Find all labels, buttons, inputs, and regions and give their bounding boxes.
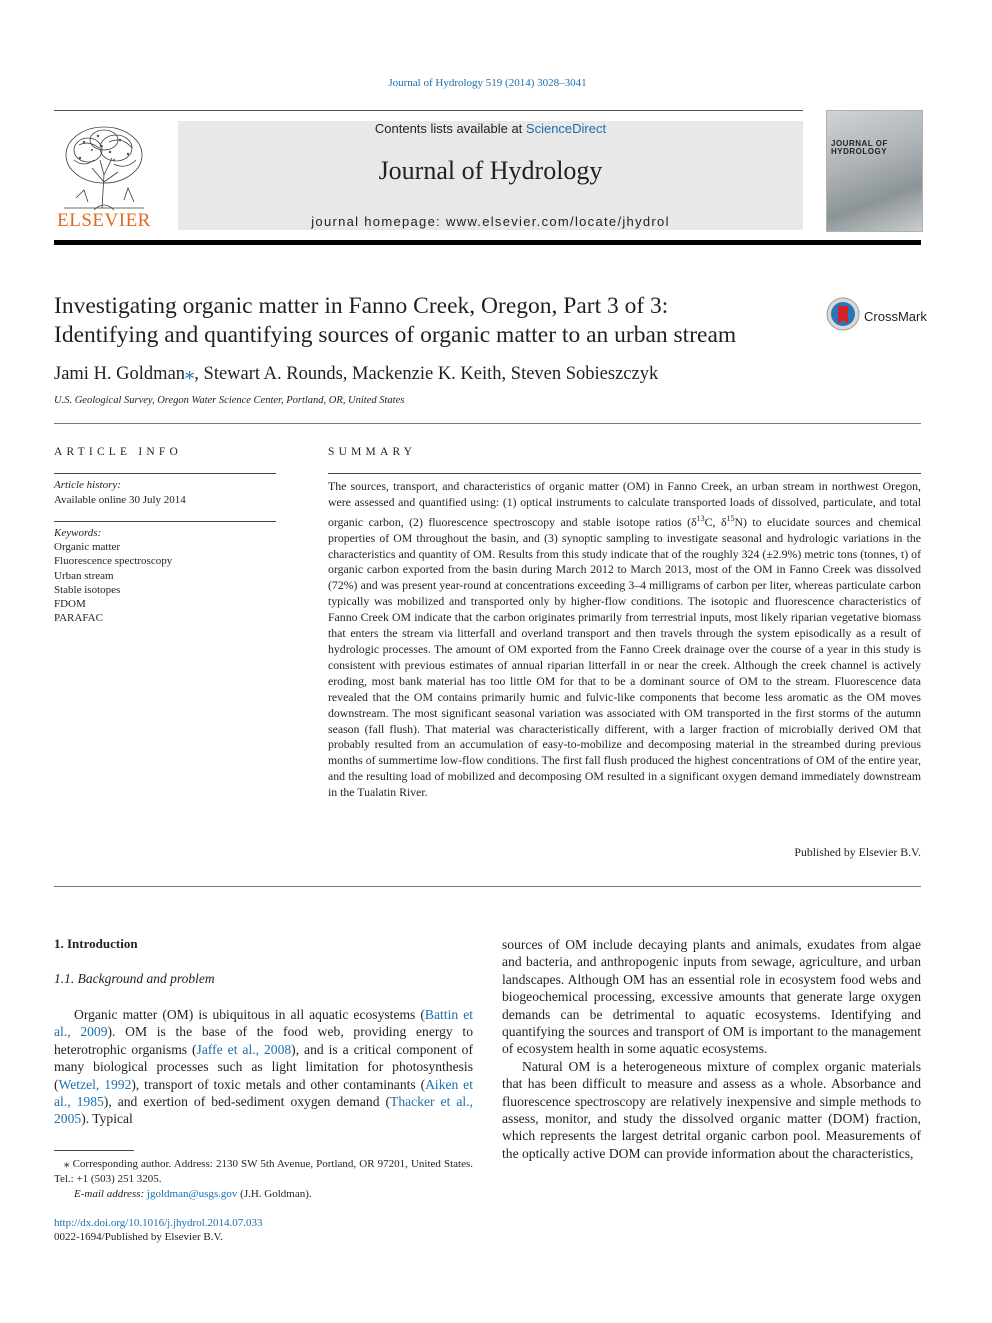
footnote-corresponding-text: Corresponding author. Address: 2130 SW 5th Avenue, Portland, OR 97201, United States. Tel.: +1 (503) 251 3205.: [54, 1158, 473, 1185]
email-label: E-mail address:: [74, 1187, 145, 1200]
keyword: PARAFAC: [54, 612, 103, 625]
header-rule: [54, 110, 803, 111]
footnote: [54, 1157, 473, 1201]
journal-citation[interactable]: Journal of Hydrology 519 (2014) 3028–3041: [388, 77, 587, 89]
paragraph-text: ), transport of toxic metals and other contaminants (: [131, 1076, 426, 1092]
contents-line: [178, 121, 803, 136]
footnote-email: [54, 1187, 473, 1202]
summary-rule: [328, 473, 921, 474]
paragraph-text: Organic matter (OM) is ubiquitous in all aquatic ecosystems (: [74, 1007, 425, 1022]
citation-link[interactable]: Wetzel, 1992: [58, 1076, 132, 1092]
citation-link[interactable]: Jaffe et al., 2008: [196, 1041, 292, 1057]
doi-link[interactable]: http://dx.doi.org/10.1016/j.jhydrol.2014.07.033: [54, 1217, 263, 1229]
keywords-rule: [54, 521, 276, 522]
keyword: Fluorescence spectroscopy: [54, 555, 173, 568]
homepage-url[interactable]: www.elsevier.com/locate/jhydrol: [445, 214, 670, 229]
citation-link[interactable]: Thacker et al., 2005: [54, 1094, 473, 1127]
intro-paragraph: [54, 1006, 473, 1128]
footnote-mark: ⁎: [64, 1158, 70, 1170]
keyword: Stable isotopes: [54, 583, 121, 596]
homepage-prefix: journal homepage:: [311, 214, 446, 229]
citation-link[interactable]: Aiken et al., 1985: [54, 1076, 473, 1110]
summary-part-a: The sources, transport, and characteristics of organic matter (OM) in Fanno Creek, an urban stream in northwest Oregon, were assessed and quantified using: (1) optical instruments to calculate transported loads of dissolved, particulate, and total organic carbon, (2) fluorescence spectroscopy and stable isotope ratios (δ: [328, 479, 921, 529]
keyword: FDOM: [54, 598, 86, 611]
crossmark-icon[interactable]: [826, 297, 860, 331]
article-title-line2: Identifying and quantifying sources of organic matter to an urban stream: [54, 322, 737, 348]
keywords-block: [54, 526, 172, 625]
contents-prefix: Contents lists available at: [374, 121, 526, 136]
crossmark-label[interactable]: CrossMark: [864, 309, 927, 324]
article-info-rule: [54, 473, 276, 474]
affiliation: U.S. Geological Survey, Oregon Water Science Center, Portland, OR, United States: [54, 395, 405, 406]
journal-homepage: [178, 214, 803, 229]
journal-name: Journal of Hydrology: [378, 156, 603, 185]
summary-bottom-rule: [54, 886, 921, 887]
other-authors: , Stewart A. Rounds, Mackenzie K. Keith, Steven Sobieszczyk: [194, 364, 659, 384]
summary-part-c: N) to elucidate sources and chemical properties of OM throughout the basin, and (3) synoptic sampling to investigate seasonal and hydrologic variations in the characteristics and quantity of OM. Results from this study indicate that of the roughly 324 (±2.9%) metric tons (tonnes, t) of organic carbon exported from the basin during March 2012 to March 2013, most of the OM in Fanno Creek was dissolved (72%) and was present year-round at concentrations exceeding 3–4 milligrams of carbon per liter, whereas particulate carbon typically was mobilized and transported only by higher-flow conditions. The isotopic and fluorescence characteristics of Fanno Creek OM indicate that the carbon originates primarily from terrestrial inputs, most likely riparian vegetative biomass that enters the stream via litterfall and overland transport and then travels through the system episodically as a result of hydrologic processes. The amount of OM exported from the Fanno Creek drainage over the course of a year in this study is consistent with previous estimates of annual riparian litterfall in or near the creek. Although the creek channel is actively eroding, most bank material has too little OM for that to be a dominant source of OM to the stream. Fluorescence data revealed that the OM contains primarily humic and fulvic-like components that become less aromatic as the OM moves downstream. The most significant seasonal variation was associated with OM transported in the first storms of the autumn season (fall flush). That material was characteristically different, with a larger fraction of microbially derived OM that probably resulted from an accumulation of easy-to-mobilize and decomposing material in the streambed during previous months of summertime low-flow conditions. The first fall flush produced the highest concentrations of OM of the entire year, and the resulting load of mobilized and decomposing OM resulted in a significant oxygen demand immediately downstream in the Tualatin River.: [328, 514, 922, 800]
superscript-13: 13: [696, 513, 705, 523]
article-history: [54, 478, 186, 507]
email-suffix: (J.H. Goldman).: [237, 1187, 312, 1200]
paragraph-text: ). Typical: [81, 1111, 133, 1127]
footnote-corresponding: [54, 1157, 473, 1187]
history-label: Article history:: [54, 479, 121, 491]
right-paragraph-1: sources of OM include decaying plants and animals, exudates from algae and bacteria, and anthropogenic inputs from sewage, agriculture, and urban landscapes. Although OM has an essential role in ecosystem food webs and biogeochemical processing, excessive amounts that generate large oxygen demands can be detrimental to aquatic ecosystems. Identifying and quantifying the sources and transport of OM is important to the management of ecosystem health in some aquatic ecosystems.: [502, 937, 921, 1057]
keywords-label: Keywords:: [54, 527, 102, 539]
article-title-line1: Investigating organic matter in Fanno Creek, Oregon, Part 3 of 3:: [54, 293, 669, 319]
summary-part-b: C, δ: [704, 514, 727, 529]
paragraph-text: ), and is a critical component of many biological processes such as light limitation for photosynthesis (: [54, 1041, 473, 1092]
published-by: Published by Elsevier B.V.: [794, 845, 921, 859]
right-column: [502, 936, 921, 1162]
summary-heading: SUMMARY: [328, 446, 417, 458]
intro-paragraph-text: [54, 1006, 473, 1128]
paragraph-text: ). OM is the base of the food web, providing energy to heterotrophic organisms (: [54, 1024, 474, 1057]
email-link[interactable]: jgoldman@usgs.gov: [146, 1187, 238, 1200]
sciencedirect-link[interactable]: ScienceDirect: [525, 121, 607, 136]
journal-cover-title: JOURNAL OF HYDROLOGY: [831, 139, 888, 156]
elsevier-wordmark: ELSEVIER: [57, 210, 151, 231]
section-heading: 1. Introduction: [54, 936, 138, 951]
corresponding-author-mark[interactable]: ⁎: [185, 364, 195, 384]
article-info-heading: ARTICLE INFO: [54, 446, 182, 458]
superscript-15: 15: [726, 513, 735, 523]
right-paragraph-2: Natural OM is a heterogeneous mixture of complex organic materials that has been difficult to measure and assess as a whole. Absorbance and fluorescence spectroscopy are relatively inexpensive and simple methods to assess, monitor, and study the dissolved organic matter (DOM) fraction, which represents the largest detrital organic carbon pool. Measurements of the optically active DOM can provide information about the characteristics,: [502, 1058, 921, 1161]
subsection-heading: 1.1. Background and problem: [54, 971, 215, 986]
article-title: [54, 292, 814, 350]
title-rule: [54, 423, 921, 424]
keyword: Organic matter: [54, 541, 121, 554]
author-name: Jami H. Goldman: [54, 364, 186, 384]
issn-line: 0022-1694/Published by Elsevier B.V.: [54, 1231, 223, 1243]
history-value: Available online 30 July 2014: [54, 493, 186, 506]
summary-text: [328, 479, 921, 801]
header-thick-rule: [54, 240, 921, 245]
journal-cover-image: [826, 110, 923, 232]
footnote-rule: [54, 1150, 134, 1151]
paragraph-text: ), and exertion of bed-sediment oxygen demand (: [103, 1094, 391, 1110]
citation-link[interactable]: Battin et al., 2009: [54, 1007, 474, 1040]
keyword: Urban stream: [54, 569, 114, 582]
author-list: [54, 363, 658, 385]
